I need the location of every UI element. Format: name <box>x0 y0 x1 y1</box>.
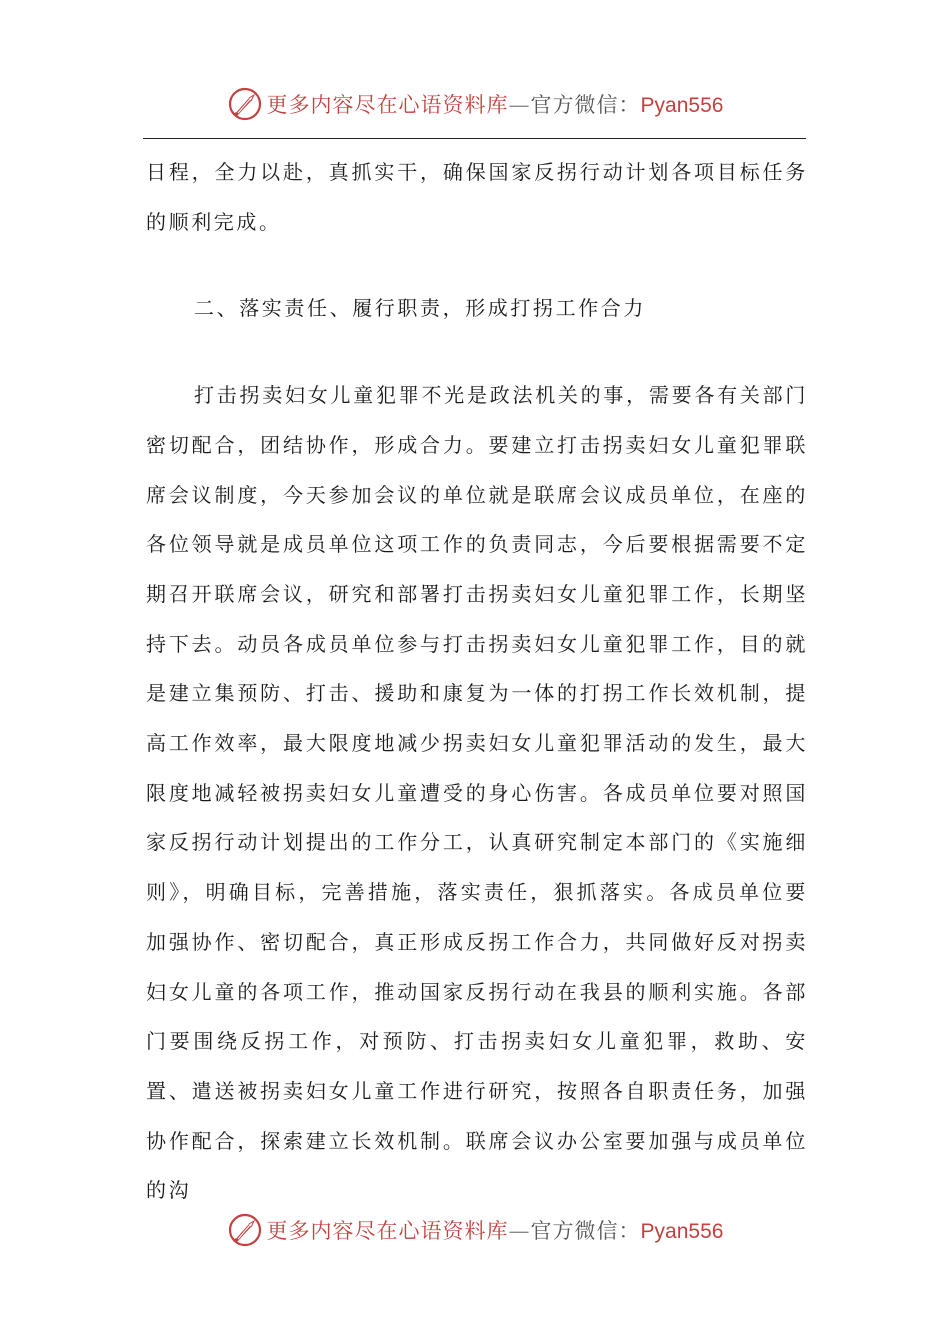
header-divider <box>143 138 806 139</box>
footer-banner-text <box>267 1215 724 1245</box>
footer-site-text: 更多内容尽在心语资料库 <box>266 1219 509 1243</box>
header-banner-text <box>267 89 724 119</box>
pen-nib-logo-icon <box>227 1212 263 1248</box>
footer-banner <box>0 1208 950 1252</box>
header-wechat-label: 官方微信： <box>530 93 641 117</box>
document-body <box>146 148 808 1216</box>
continuation-paragraph: 日程，全力以赴，真抓实干，确保国家反拐行动计划各项目标任务的顺利完成。 <box>146 160 808 234</box>
footer-dash: — <box>508 1219 531 1243</box>
section-heading: 二、落实责任、履行职责，形成打拐工作合力 <box>194 296 646 321</box>
pen-nib-logo-icon <box>227 86 263 122</box>
header-site-text: 更多内容尽在心语资料库 <box>266 93 509 117</box>
header-banner <box>0 82 950 126</box>
header-dash: — <box>508 93 531 117</box>
footer-wechat-id: Pyan556 <box>640 1220 724 1243</box>
header-wechat-id: Pyan556 <box>640 94 724 117</box>
body-paragraph: 打击拐卖妇女儿童犯罪不光是政法机关的事，需要各有关部门密切配合，团结协作，形成合力。要建立打击拐卖妇女儿童犯罪联席会议制度，今天参加会议的单位就是联席会议成员单位，在座的各位领导就是成员单位这项工作的负责同志，今后要根据需要不定期召开联席会议，研究和部署打击拐卖妇女儿童犯罪工作，长期坚持下去。动员各成员单位参与打击拐卖妇女儿童犯罪工作，目的就是建立集预防、打击、援助和康复为一体的打拐工作长效机制，提高工作效率，最大限度地减少拐卖妇女儿童犯罪活动的发生，最大限度地减轻被拐卖妇女儿童遭受的身心伤害。各成员单位要对照国家反拐行动计划提出的工作分工，认真研究制定本部门的《实施细则》，明确目标，完善措施，落实责任，狠抓落实。各成员单位要加强协作、密切配合，真正形成反拐工作合力，共同做好反对拐卖妇女儿童的各项工作，推动国家反拐行动在我县的顺利实施。各部门要围绕反拐工作，对预防、打击拐卖妇女儿童犯罪，救助、安置、遣送被拐卖妇女儿童工作进行研究，按照各自职责任务，加强协作配合，探索建立长效机制。联席会议办公室要加强与成员单位的沟 <box>146 383 808 1203</box>
footer-wechat-label: 官方微信： <box>530 1219 641 1243</box>
